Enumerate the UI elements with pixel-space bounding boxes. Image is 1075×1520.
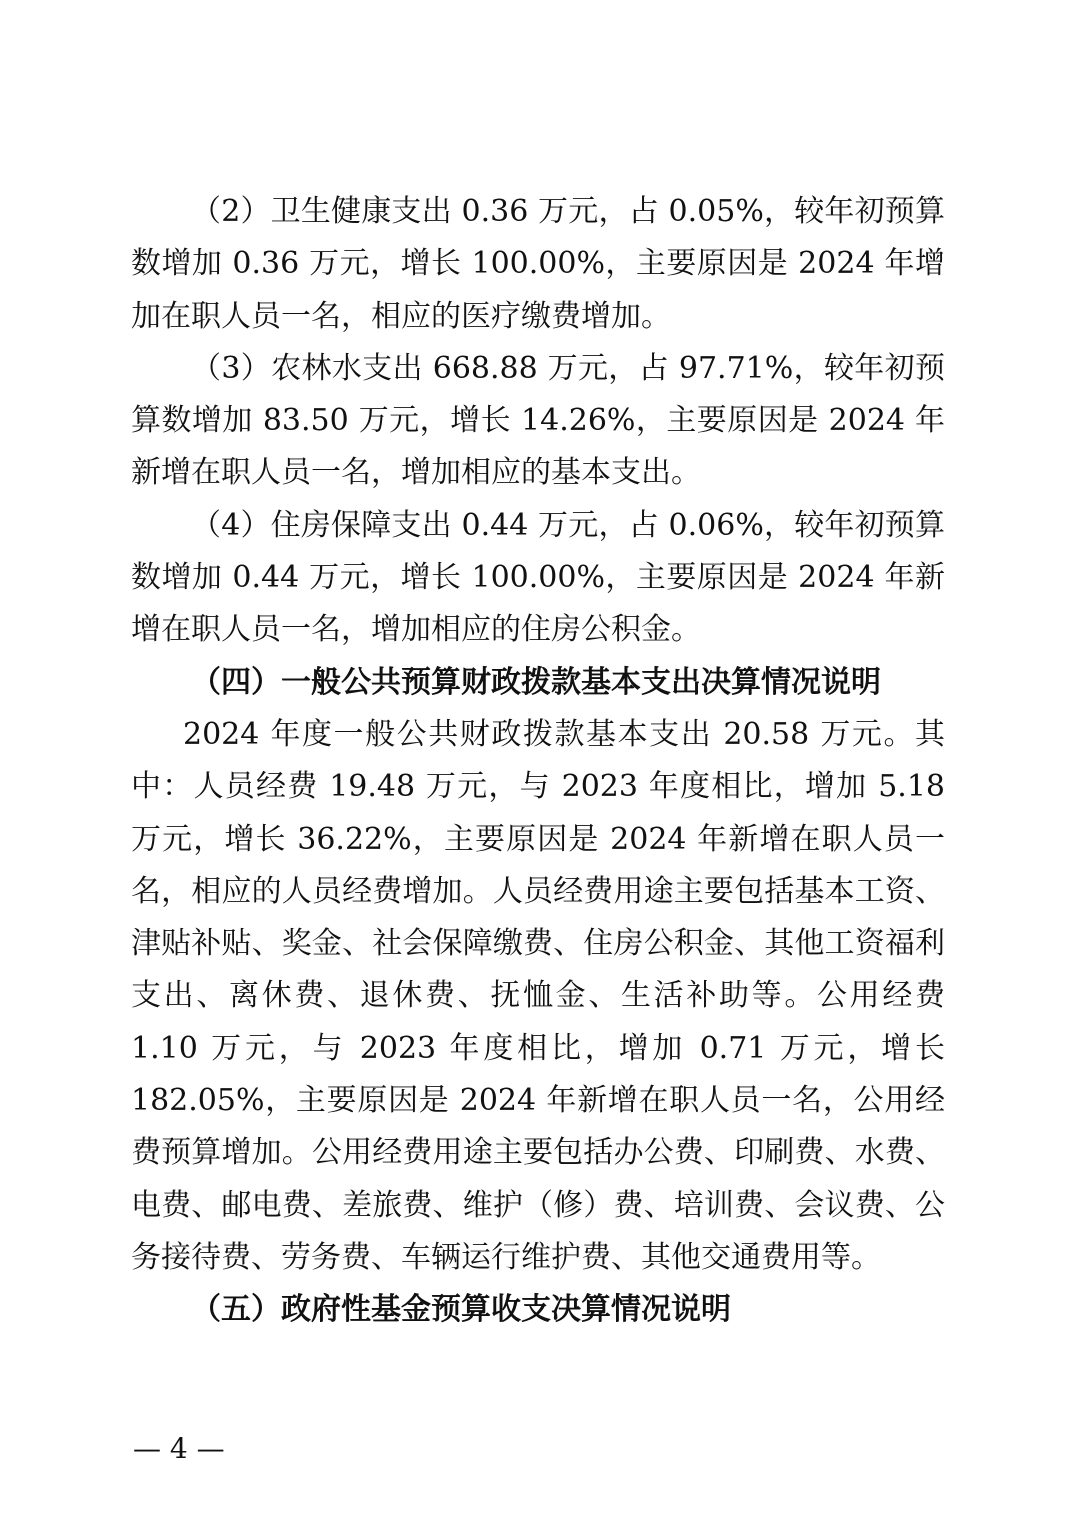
paragraph-agriculture-expenditure: （3）农林水支出 668.88 万元，占 97.71%，较年初预算数增加 83.50 万元，增长 14.26%，主要原因是 2024 年新增在职人员一名，增加相应的基本支出。	[131, 350, 945, 491]
section-heading-government-fund: （五）政府性基金预算收支决算情况说明	[191, 1292, 731, 1328]
page-number: — 4 —	[133, 1432, 225, 1465]
section-heading-basic-expenditure: （四）一般公共预算财政拨款基本支出决算情况说明	[191, 664, 881, 700]
document-body	[131, 186, 945, 1337]
paragraph-basic-expenditure: 2024 年度一般公共财政拨款基本支出 20.58 万元。其中：人员经费 19.48 万元，与 2023 年度相比，增加 5.18 万元，增长 36.22%，主要原因是 2024 年新增在职人员一名，相应的人员经费增加。人员经费用途主要包括基本工资、津贴补贴、奖金、社会保障缴费、住房公积金、其他工资福利支出、离休费、退休费、抚恤金、生活补助等。公用经费 1.10 万元，与 2023 年度相比，增加 0.71 万元，增长 182.05%，主要原因是 2024 年新增在职人员一名，公用经费预算增加。公用经费用途主要包括办公费、印刷费、水费、电费、邮电费、差旅费、维护（修）费、培训费、会议费、公务接待费、劳务费、车辆运行维护费、其他交通费用等。	[131, 716, 945, 1275]
paragraph-housing-expenditure: （4）住房保障支出 0.44 万元，占 0.06%，较年初预算数增加 0.44 万元，增长 100.00%，主要原因是 2024 年新增在职人员一名，增加相应的住房公积金。	[131, 507, 945, 648]
paragraph-health-expenditure: （2）卫生健康支出 0.36 万元，占 0.05%，较年初预算数增加 0.36 万元，增长 100.00%，主要原因是 2024 年增加在职人员一名，相应的医疗缴费增加。	[131, 194, 945, 334]
